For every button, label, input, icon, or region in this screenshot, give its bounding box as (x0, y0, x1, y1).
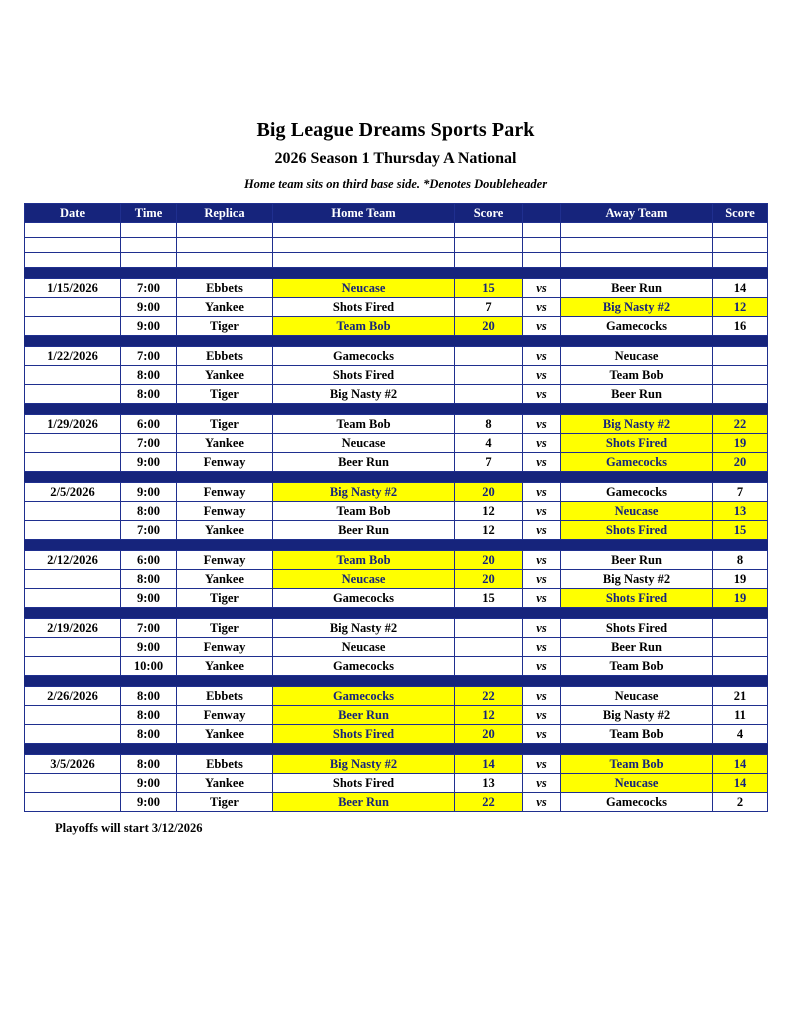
cell-home-score: 4 (455, 434, 523, 453)
cell-home-team: Big Nasty #2 (273, 619, 455, 638)
column-header-home-team: Home Team (273, 204, 455, 223)
cell-home-score: 13 (455, 774, 523, 793)
page-title: Big League Dreams Sports Park (256, 119, 535, 141)
cell-date (25, 453, 121, 472)
cell-away-team: Team Bob (561, 725, 713, 744)
cell-home-team: Team Bob (273, 502, 455, 521)
cell-date (25, 317, 121, 336)
cell-vs-label: vs (523, 317, 561, 336)
cell-date (25, 570, 121, 589)
column-header-away-score: Score (713, 204, 768, 223)
cell-home-score: 7 (455, 298, 523, 317)
week-separator-band (25, 676, 768, 687)
cell-vs-label: vs (523, 706, 561, 725)
cell-home-team: Neucase (273, 434, 455, 453)
cell-away-team: Neucase (561, 774, 713, 793)
table-row (25, 279, 768, 298)
cell-vs-label: vs (523, 483, 561, 502)
cell-away-score (713, 638, 768, 657)
cell-away-score: 13 (713, 502, 768, 521)
cell-away-team: Shots Fired (561, 589, 713, 608)
week-separator-band (25, 540, 768, 551)
cell-date (25, 434, 121, 453)
cell-date (25, 638, 121, 657)
cell-replica: Yankee (177, 725, 273, 744)
cell-away-team: Shots Fired (561, 521, 713, 540)
week-separator-band (25, 472, 768, 483)
table-row (25, 793, 768, 812)
cell-time: 9:00 (121, 638, 177, 657)
cell-vs-label: vs (523, 366, 561, 385)
table-row (25, 521, 768, 540)
cell-time: 9:00 (121, 589, 177, 608)
cell-replica: Tiger (177, 415, 273, 434)
table-row (25, 774, 768, 793)
cell-time: 7:00 (121, 279, 177, 298)
cell-away-team: Neucase (561, 347, 713, 366)
cell-away-team: Beer Run (561, 279, 713, 298)
cell-home-team: Big Nasty #2 (273, 483, 455, 502)
cell-away-score: 16 (713, 317, 768, 336)
cell-date: 2/5/2026 (25, 483, 121, 502)
cell-date: 2/12/2026 (25, 551, 121, 570)
cell-date (25, 502, 121, 521)
season-subtitle: 2026 Season 1 Thursday A National (274, 150, 517, 167)
table-row (25, 706, 768, 725)
cell-home-team: Shots Fired (273, 725, 455, 744)
column-header-vs (523, 204, 561, 223)
cell-vs-label: vs (523, 793, 561, 812)
cell-date (25, 298, 121, 317)
cell-time: 6:00 (121, 551, 177, 570)
cell-time: 7:00 (121, 521, 177, 540)
cell-away-score (713, 619, 768, 638)
cell-away-team: Neucase (561, 502, 713, 521)
cell-home-score: 20 (455, 725, 523, 744)
cell-date (25, 657, 121, 676)
cell-home-team: Shots Fired (273, 298, 455, 317)
cell-vs-label: vs (523, 551, 561, 570)
table-header-row (25, 204, 768, 223)
cell-away-team: Beer Run (561, 385, 713, 404)
cell-home-team: Big Nasty #2 (273, 385, 455, 404)
cell-vs-label: vs (523, 657, 561, 676)
table-row (25, 483, 768, 502)
cell-vs-label: vs (523, 570, 561, 589)
table-row (25, 570, 768, 589)
cell-replica: Tiger (177, 589, 273, 608)
table-row (25, 687, 768, 706)
column-header-replica: Replica (177, 204, 273, 223)
cell-replica: Ebbets (177, 279, 273, 298)
cell-home-team: Beer Run (273, 793, 455, 812)
table-row (25, 453, 768, 472)
week-separator-band (25, 744, 768, 755)
cell-date (25, 589, 121, 608)
cell-date: 2/26/2026 (25, 687, 121, 706)
table-row (25, 755, 768, 774)
cell-home-score: 12 (455, 706, 523, 725)
cell-time: 8:00 (121, 725, 177, 744)
cell-date (25, 774, 121, 793)
table-row (25, 502, 768, 521)
cell-away-team: Big Nasty #2 (561, 298, 713, 317)
cell-home-score: 20 (455, 551, 523, 570)
cell-time: 10:00 (121, 657, 177, 676)
cell-away-score (713, 366, 768, 385)
cell-away-team: Gamecocks (561, 793, 713, 812)
cell-home-score: 12 (455, 502, 523, 521)
cell-home-team: Gamecocks (273, 347, 455, 366)
cell-home-team: Shots Fired (273, 774, 455, 793)
cell-home-score (455, 385, 523, 404)
column-header-time: Time (121, 204, 177, 223)
cell-away-team: Gamecocks (561, 453, 713, 472)
cell-away-score (713, 657, 768, 676)
cell-home-score: 12 (455, 521, 523, 540)
cell-away-team: Gamecocks (561, 483, 713, 502)
cell-vs-label: vs (523, 774, 561, 793)
cell-vs-label: vs (523, 755, 561, 774)
cell-away-team: Big Nasty #2 (561, 415, 713, 434)
cell-away-score: 14 (713, 279, 768, 298)
cell-home-team: Neucase (273, 638, 455, 657)
cell-vs-label: vs (523, 502, 561, 521)
cell-vs-label: vs (523, 415, 561, 434)
cell-replica: Yankee (177, 366, 273, 385)
cell-home-score: 20 (455, 317, 523, 336)
cell-away-team: Shots Fired (561, 619, 713, 638)
cell-time: 8:00 (121, 706, 177, 725)
week-separator-band (25, 336, 768, 347)
spacer-row (25, 253, 768, 268)
cell-replica: Tiger (177, 619, 273, 638)
week-separator-band (25, 608, 768, 619)
cell-time: 7:00 (121, 619, 177, 638)
cell-home-team: Gamecocks (273, 687, 455, 706)
column-header-home-score: Score (455, 204, 523, 223)
playoffs-note: Playoffs will start 3/12/2026 (55, 821, 203, 836)
cell-date (25, 793, 121, 812)
cell-vs-label: vs (523, 589, 561, 608)
cell-time: 8:00 (121, 755, 177, 774)
cell-replica: Fenway (177, 551, 273, 570)
cell-away-score: 20 (713, 453, 768, 472)
cell-away-team: Team Bob (561, 366, 713, 385)
cell-away-team: Team Bob (561, 657, 713, 676)
cell-home-score (455, 619, 523, 638)
cell-away-team: Big Nasty #2 (561, 570, 713, 589)
schedule-body (25, 223, 768, 812)
cell-away-score (713, 347, 768, 366)
cell-home-score (455, 657, 523, 676)
cell-away-score: 11 (713, 706, 768, 725)
cell-time: 7:00 (121, 434, 177, 453)
cell-away-score: 7 (713, 483, 768, 502)
schedule-table (24, 203, 768, 812)
cell-home-team: Gamecocks (273, 657, 455, 676)
column-header-date: Date (25, 204, 121, 223)
cell-home-score: 7 (455, 453, 523, 472)
cell-home-team: Neucase (273, 279, 455, 298)
cell-replica: Ebbets (177, 687, 273, 706)
cell-home-team: Team Bob (273, 415, 455, 434)
table-row (25, 317, 768, 336)
cell-replica: Yankee (177, 570, 273, 589)
cell-date (25, 521, 121, 540)
cell-away-team: Neucase (561, 687, 713, 706)
cell-away-score: 19 (713, 570, 768, 589)
cell-away-score: 21 (713, 687, 768, 706)
cell-home-score: 20 (455, 570, 523, 589)
cell-replica: Fenway (177, 638, 273, 657)
cell-home-team: Shots Fired (273, 366, 455, 385)
cell-home-score (455, 638, 523, 657)
cell-replica: Tiger (177, 385, 273, 404)
cell-time: 9:00 (121, 317, 177, 336)
cell-away-score: 15 (713, 521, 768, 540)
table-row (25, 366, 768, 385)
cell-vs-label: vs (523, 347, 561, 366)
cell-time: 9:00 (121, 453, 177, 472)
cell-date: 3/5/2026 (25, 755, 121, 774)
cell-home-score: 15 (455, 279, 523, 298)
table-row (25, 725, 768, 744)
cell-vs-label: vs (523, 298, 561, 317)
cell-home-team: Beer Run (273, 521, 455, 540)
cell-date: 1/15/2026 (25, 279, 121, 298)
spacer-row (25, 223, 768, 238)
spacer-row (25, 238, 768, 253)
cell-date (25, 706, 121, 725)
cell-vs-label: vs (523, 521, 561, 540)
table-row (25, 638, 768, 657)
cell-home-score: 15 (455, 589, 523, 608)
cell-date (25, 385, 121, 404)
cell-away-team: Beer Run (561, 638, 713, 657)
cell-vs-label: vs (523, 687, 561, 706)
cell-replica: Yankee (177, 657, 273, 676)
cell-home-team: Team Bob (273, 317, 455, 336)
table-row (25, 551, 768, 570)
cell-date: 1/29/2026 (25, 415, 121, 434)
cell-time: 9:00 (121, 483, 177, 502)
cell-time: 8:00 (121, 570, 177, 589)
cell-replica: Fenway (177, 483, 273, 502)
cell-away-score: 14 (713, 774, 768, 793)
cell-replica: Yankee (177, 521, 273, 540)
cell-date (25, 366, 121, 385)
table-row (25, 298, 768, 317)
cell-vs-label: vs (523, 279, 561, 298)
cell-home-score (455, 366, 523, 385)
cell-time: 8:00 (121, 385, 177, 404)
cell-replica: Ebbets (177, 755, 273, 774)
cell-replica: Yankee (177, 434, 273, 453)
home-team-note: Home team sits on third base side. *Denotes Doubleheader (243, 177, 548, 191)
cell-vs-label: vs (523, 619, 561, 638)
cell-replica: Fenway (177, 502, 273, 521)
cell-replica: Fenway (177, 706, 273, 725)
cell-away-score: 22 (713, 415, 768, 434)
cell-away-score: 19 (713, 589, 768, 608)
cell-replica: Tiger (177, 793, 273, 812)
cell-home-team: Team Bob (273, 551, 455, 570)
cell-away-team: Shots Fired (561, 434, 713, 453)
cell-away-score: 8 (713, 551, 768, 570)
cell-replica: Ebbets (177, 347, 273, 366)
table-row (25, 657, 768, 676)
title-block (24, 0, 767, 192)
cell-home-score: 22 (455, 793, 523, 812)
cell-home-score: 20 (455, 483, 523, 502)
cell-away-team: Team Bob (561, 755, 713, 774)
cell-home-team: Gamecocks (273, 589, 455, 608)
cell-vs-label: vs (523, 434, 561, 453)
cell-time: 7:00 (121, 347, 177, 366)
cell-home-score: 8 (455, 415, 523, 434)
cell-replica: Fenway (177, 453, 273, 472)
cell-away-score: 4 (713, 725, 768, 744)
cell-away-score: 19 (713, 434, 768, 453)
cell-away-score: 2 (713, 793, 768, 812)
cell-away-team: Gamecocks (561, 317, 713, 336)
cell-date (25, 725, 121, 744)
cell-vs-label: vs (523, 725, 561, 744)
week-separator-band (25, 404, 768, 415)
table-row (25, 589, 768, 608)
cell-home-team: Big Nasty #2 (273, 755, 455, 774)
cell-replica: Tiger (177, 317, 273, 336)
cell-home-team: Beer Run (273, 453, 455, 472)
table-row (25, 347, 768, 366)
cell-date: 1/22/2026 (25, 347, 121, 366)
cell-time: 8:00 (121, 502, 177, 521)
cell-vs-label: vs (523, 453, 561, 472)
table-row (25, 385, 768, 404)
cell-away-team: Big Nasty #2 (561, 706, 713, 725)
cell-time: 8:00 (121, 687, 177, 706)
table-row (25, 619, 768, 638)
column-header-away-team: Away Team (561, 204, 713, 223)
cell-away-score: 14 (713, 755, 768, 774)
table-row (25, 415, 768, 434)
cell-away-score (713, 385, 768, 404)
cell-home-team: Beer Run (273, 706, 455, 725)
cell-time: 9:00 (121, 774, 177, 793)
cell-replica: Yankee (177, 298, 273, 317)
cell-vs-label: vs (523, 638, 561, 657)
table-row (25, 434, 768, 453)
cell-home-score (455, 347, 523, 366)
cell-time: 9:00 (121, 793, 177, 812)
cell-replica: Yankee (177, 774, 273, 793)
cell-home-score: 22 (455, 687, 523, 706)
cell-home-team: Neucase (273, 570, 455, 589)
cell-vs-label: vs (523, 385, 561, 404)
cell-away-team: Beer Run (561, 551, 713, 570)
cell-away-score: 12 (713, 298, 768, 317)
cell-time: 9:00 (121, 298, 177, 317)
week-separator-band (25, 268, 768, 279)
cell-home-score: 14 (455, 755, 523, 774)
cell-date: 2/19/2026 (25, 619, 121, 638)
cell-time: 6:00 (121, 415, 177, 434)
cell-time: 8:00 (121, 366, 177, 385)
